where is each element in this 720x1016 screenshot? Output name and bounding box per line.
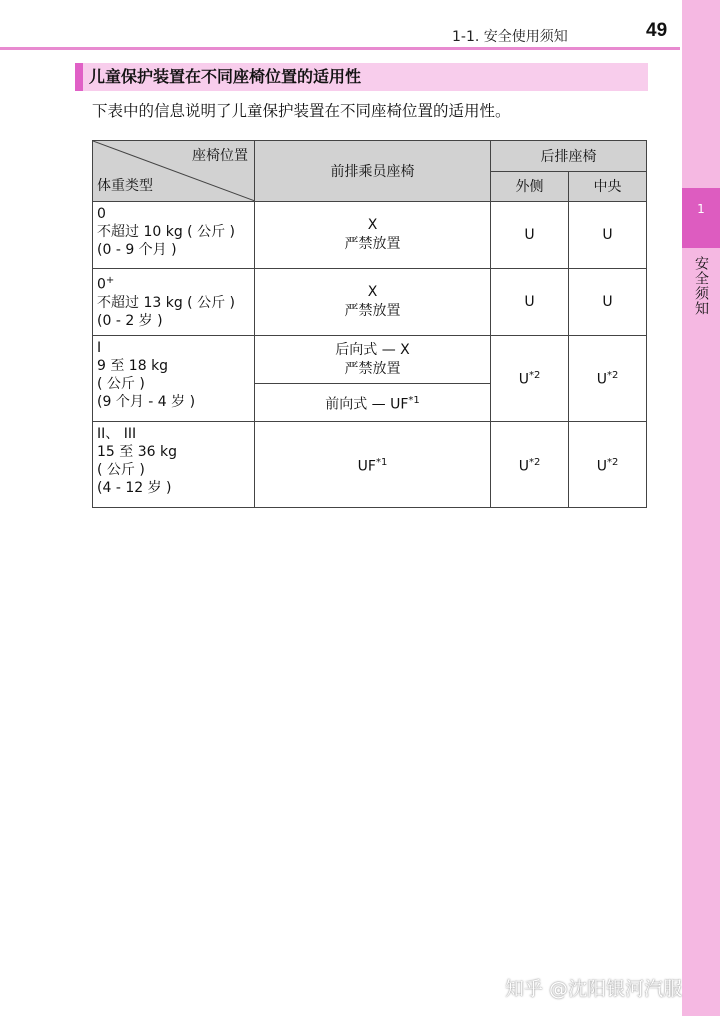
- front-rear-facing-note: 严禁放置: [344, 360, 401, 377]
- front-forward-facing-cell: [255, 384, 491, 422]
- weight-group: I: [97, 340, 102, 356]
- rear-center-cell: U: [569, 202, 647, 269]
- rear-center-sup: *2: [606, 456, 619, 468]
- side-tab-number: 1: [697, 202, 705, 216]
- age-range: (4 - 12 岁 ): [97, 480, 172, 496]
- weight-range: 15 至 36 kg: [97, 444, 177, 460]
- intro-paragraph: 下表中的信息说明了儿童保护装置在不同座椅位置的适用性。: [92, 102, 511, 120]
- side-tab-active[interactable]: [682, 188, 720, 248]
- front-sup: *1: [375, 456, 388, 468]
- front-forward-facing-value: 前向式 — UF: [325, 396, 409, 413]
- corner-seat-position: 座椅位置: [192, 148, 248, 164]
- rear-outer-value: U: [518, 458, 529, 475]
- running-header-section: 1-1. 安全使用须知: [452, 29, 568, 45]
- front-cell: [255, 422, 491, 508]
- table-row: [93, 202, 647, 269]
- front-rear-facing-value: 后向式 — X: [335, 341, 410, 358]
- age-range: (9 个月 - 4 岁 ): [97, 394, 196, 410]
- front-value: X: [367, 284, 378, 300]
- side-tab-label-text: 安全须知: [693, 256, 709, 316]
- weight-group: 0: [97, 206, 106, 222]
- table-row: [93, 422, 647, 508]
- rear-outer-cell: [491, 336, 569, 422]
- front-note: 严禁放置: [344, 303, 401, 319]
- col-rear-outer-header: 外侧: [491, 171, 569, 202]
- page-number: 49: [646, 20, 668, 41]
- rear-outer-cell: [491, 422, 569, 508]
- rear-center-cell: [569, 336, 647, 422]
- weight-cell: [93, 422, 255, 508]
- rear-center-cell: [569, 422, 647, 508]
- col-rear-header: 后排座椅: [491, 141, 647, 172]
- side-tab-strip: [682, 0, 720, 1016]
- weight-range: 不超过 13 kg ( 公斤 ): [97, 294, 235, 311]
- col-front-header: 前排乘员座椅: [255, 141, 491, 202]
- col-rear-center-header: 中央: [569, 171, 647, 202]
- weight-cell: [93, 336, 255, 422]
- child-restraint-table: [92, 140, 647, 508]
- age-range: (0 - 9 个月 ): [97, 242, 177, 258]
- front-value: X: [367, 217, 378, 233]
- rear-outer-cell: U: [491, 269, 569, 336]
- rear-outer-sup: *2: [528, 456, 541, 468]
- weight-unit: ( 公斤 ): [97, 376, 145, 392]
- rear-outer-value: U: [518, 371, 529, 388]
- front-cell: [255, 202, 491, 269]
- table-row: [93, 336, 647, 384]
- front-value: UF: [357, 458, 376, 475]
- weight-group: [97, 272, 250, 294]
- front-note: 严禁放置: [344, 236, 401, 252]
- section-heading: 儿童保护装置在不同座椅位置的适用性: [75, 63, 648, 91]
- rear-center-cell: U: [569, 269, 647, 336]
- rear-center-sup: *2: [606, 370, 619, 381]
- page-header: [0, 0, 680, 50]
- front-rear-facing-cell: [255, 336, 491, 384]
- corner-weight-type: 体重类型: [97, 178, 153, 194]
- watermark: 知乎 @沈阳银河汽服: [505, 978, 683, 1000]
- corner-header-cell: [93, 141, 255, 202]
- weight-range: 不超过 10 kg ( 公斤 ): [97, 224, 235, 240]
- front-forward-facing-sup: *1: [408, 394, 420, 406]
- table-row: [93, 269, 647, 336]
- rear-center-value: U: [596, 458, 607, 475]
- weight-cell: [93, 202, 255, 269]
- weight-group-sup: +: [105, 275, 115, 286]
- weight-cell: [93, 269, 255, 336]
- rear-outer-cell: U: [491, 202, 569, 269]
- age-range: (0 - 2 岁 ): [97, 312, 163, 329]
- weight-group-text: 0: [97, 276, 106, 293]
- side-tab-label[interactable]: [682, 256, 720, 316]
- weight-range: 9 至 18 kg: [97, 358, 169, 374]
- weight-unit: ( 公斤 ): [97, 462, 145, 478]
- front-cell: [255, 269, 491, 336]
- weight-group: II、 III: [97, 426, 137, 442]
- rear-outer-sup: *2: [528, 370, 541, 381]
- rear-center-value: U: [596, 371, 607, 388]
